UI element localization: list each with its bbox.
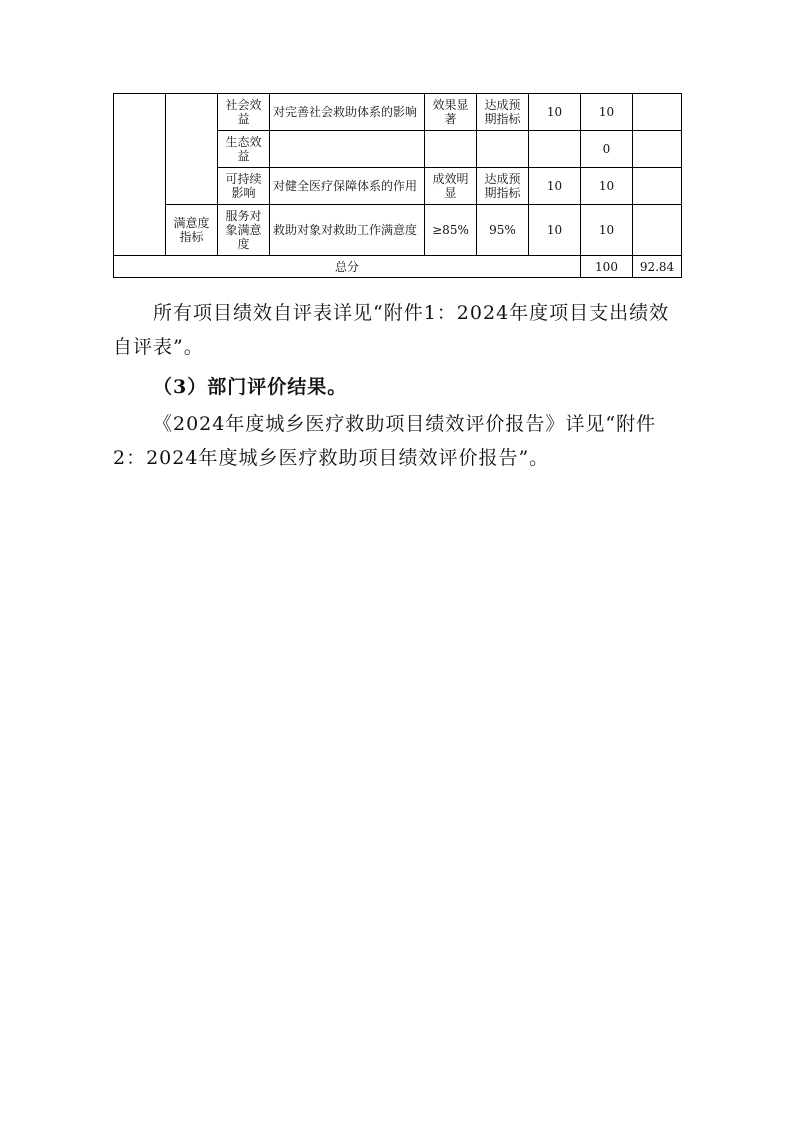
weight-cell: 10 xyxy=(529,205,581,256)
score-cell: 0 xyxy=(581,131,633,168)
note-cell xyxy=(633,94,682,131)
indicator-cell xyxy=(270,131,425,168)
note-cell xyxy=(633,205,682,256)
table-row xyxy=(114,94,682,131)
indicator-cell: 对完善社会救助体系的影响 xyxy=(270,94,425,131)
performance-table xyxy=(113,93,682,278)
note-cell xyxy=(633,168,682,205)
total-score: 92.84 xyxy=(633,256,682,278)
total-label: 总分 xyxy=(114,256,581,278)
indicator-cell: 救助对象对救助工作满意度 xyxy=(270,205,425,256)
total-weight: 100 xyxy=(581,256,633,278)
total-row xyxy=(114,256,682,278)
actual-cell: 达成预期指标 xyxy=(477,94,529,131)
level2-cell: 满意度指标 xyxy=(166,205,218,256)
indicator-cell: 对健全医疗保障体系的作用 xyxy=(270,168,425,205)
score-cell: 10 xyxy=(581,168,633,205)
level3-cell: 社会效益 xyxy=(218,94,270,131)
level3-cell: 可持续影响 xyxy=(218,168,270,205)
weight-cell xyxy=(529,131,581,168)
note-cell xyxy=(633,131,682,168)
actual-cell: 95% xyxy=(477,205,529,256)
target-cell: 效果显著 xyxy=(425,94,477,131)
table-row xyxy=(114,205,682,256)
paragraph-attachment-1: 所有项目绩效自评表详见“附件1：2024年度项目支出绩效自评表”。 xyxy=(113,302,670,358)
weight-cell: 10 xyxy=(529,168,581,205)
level3-cell: 生态效益 xyxy=(218,131,270,168)
target-cell: ≥85% xyxy=(425,205,477,256)
score-cell: 10 xyxy=(581,205,633,256)
score-cell: 10 xyxy=(581,94,633,131)
paragraph-attachment-2: 《2024年度城乡医疗救助项目绩效评价报告》详见“附件2：2024年度城乡医疗救助项目绩效评价报告”。 xyxy=(113,413,657,469)
target-cell: 成效明显 xyxy=(425,168,477,205)
actual-cell: 达成预期指标 xyxy=(477,168,529,205)
section-heading: （3）部门评价结果。 xyxy=(153,376,348,398)
weight-cell: 10 xyxy=(529,94,581,131)
level3-cell: 服务对象满意度 xyxy=(218,205,270,256)
target-cell xyxy=(425,131,477,168)
level1-cell xyxy=(114,94,166,256)
level2-cell xyxy=(166,94,218,205)
actual-cell xyxy=(477,131,529,168)
